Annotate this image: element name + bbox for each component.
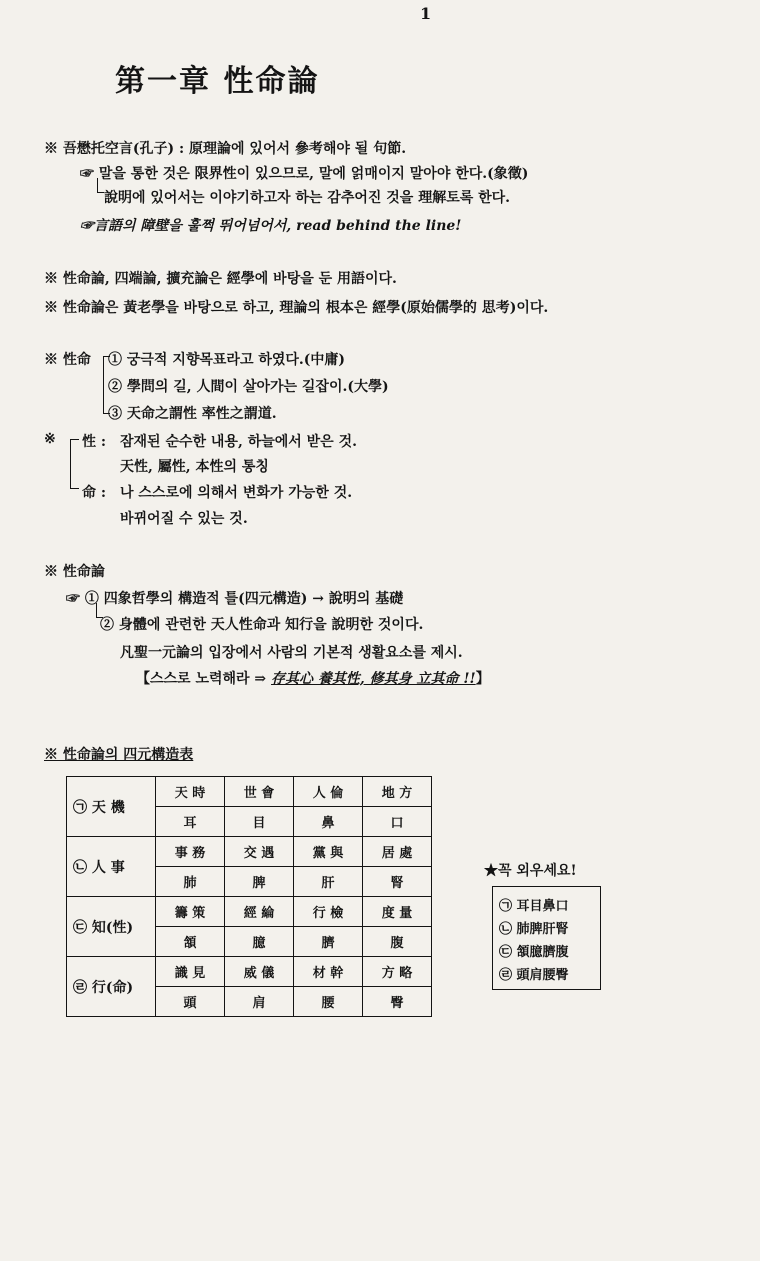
- row-label: ㉢ 知(性): [67, 897, 156, 957]
- motto-prefix: 【스스로 노력해라 ⇒: [136, 671, 272, 687]
- table-cell: 事 務: [156, 837, 225, 867]
- memorize-item: ㉡ 肺脾肝腎: [499, 922, 569, 937]
- table-cell: 口: [363, 807, 432, 837]
- table-cell: 脾: [225, 867, 294, 897]
- section1-heading: ※ 吾懋托空言(孔子) : 原理論에 있어서 參考해야 될 句節.: [44, 141, 407, 157]
- page-number: 1: [420, 4, 432, 23]
- seongmyeong-item-1: ① 궁극적 지향목표라고 하였다.(中庸): [108, 352, 346, 368]
- seongmyeongnon-heading: ※ 性命論: [44, 564, 105, 580]
- myeong-text-1: 나 스스로에 의해서 변화가 가능한 것.: [120, 485, 353, 501]
- section1-point1-line1: ☞ 말을 통한 것은 限界性이 있으므로, 말에 얽매이지 말아야 한다.(象徵): [80, 166, 529, 182]
- row-label: ㉠ 天 機: [67, 777, 156, 837]
- memorize-title: ★꼭 외우세요!: [484, 863, 577, 879]
- table-heading: ※ 性命論의 四元構造表: [44, 747, 194, 763]
- seong-text-2: 天性, 屬性, 本性의 통칭: [120, 459, 269, 475]
- memorize-item: ㉢ 頷臆臍腹: [499, 945, 569, 960]
- table-row: [67, 777, 432, 807]
- table-cell: 經 綸: [225, 897, 294, 927]
- table-cell: 頷: [156, 927, 225, 957]
- table-row: [67, 897, 432, 927]
- motto-underlined: 存其心 養其性, 修其身 立其命 !!: [271, 671, 476, 687]
- table-cell: 天 時: [156, 777, 225, 807]
- table-cell: 方 略: [363, 957, 432, 987]
- table-cell: 行 檢: [294, 897, 363, 927]
- table-cell: 臆: [225, 927, 294, 957]
- table-cell: 籌 策: [156, 897, 225, 927]
- table-cell: 威 儀: [225, 957, 294, 987]
- table-cell: 臀: [363, 987, 432, 1017]
- note2: ※ 性命論은 黃老學을 바탕으로 하고, 理論의 根本은 經學(原始儒學的 思考)이다.: [44, 300, 549, 316]
- seongmyeong-item-2: ② 學問의 길, 人間이 살아가는 길잡이.(大學): [108, 379, 389, 395]
- row-label: ㉡ 人 事: [67, 837, 156, 897]
- bracket-line: [97, 178, 104, 193]
- four-element-table: [66, 776, 432, 1017]
- row-label: ㉣ 行(命): [67, 957, 156, 1017]
- myeong-label: 命 :: [82, 485, 107, 501]
- note1: ※ 性命論, 四端論, 擴充論은 經學에 바탕을 둔 用語이다.: [44, 271, 397, 287]
- seongmyeongnon-item-2: ② 身體에 관련한 天人性命과 知行을 說明한 것이다.: [100, 617, 424, 633]
- table-cell: 度 量: [363, 897, 432, 927]
- table-cell: 黨 與: [294, 837, 363, 867]
- table-cell: 頭: [156, 987, 225, 1017]
- definition-lead: ※: [44, 431, 56, 447]
- memorize-item: ㉣ 頭肩腰臀: [499, 968, 569, 983]
- memorize-box: [492, 886, 601, 990]
- table-cell: 肩: [225, 987, 294, 1017]
- bracket-line: [70, 439, 79, 489]
- seongmyeongnon-item-1: ☞ ① 四象哲學의 構造적 틀(四元構造) → 說明의 基礎: [66, 591, 404, 607]
- seong-text-1: 잠재된 순수한 내용, 하늘에서 받은 것.: [120, 434, 357, 450]
- table-cell: 居 處: [363, 837, 432, 867]
- table-cell: 耳: [156, 807, 225, 837]
- table-cell: 人 倫: [294, 777, 363, 807]
- table-cell: 腎: [363, 867, 432, 897]
- table-cell: 肺: [156, 867, 225, 897]
- chapter-title: 第一章 性命論: [115, 64, 320, 99]
- section1-point1-line2: 說明에 있어서는 이야기하고자 하는 감추어진 것을 理解토록 한다.: [104, 190, 511, 206]
- table-cell: 地 方: [363, 777, 432, 807]
- section1-point2: ☞言語의 障壁을 훌쩍 뛰어넘어서, read behind the line!: [80, 218, 462, 234]
- motto-suffix: 】: [475, 671, 490, 687]
- seongmyeongnon-item-3: 凡聖一元論의 입장에서 사람의 기본적 생활요소를 제시.: [120, 645, 463, 661]
- table-cell: 腰: [294, 987, 363, 1017]
- table-row: [67, 837, 432, 867]
- table-cell: 目: [225, 807, 294, 837]
- table-cell: 肝: [294, 867, 363, 897]
- memorize-item: ㉠ 耳目鼻口: [499, 899, 569, 914]
- table-cell: 腹: [363, 927, 432, 957]
- table-cell: 識 見: [156, 957, 225, 987]
- myeong-text-2: 바뀌어질 수 있는 것.: [120, 511, 248, 527]
- table-row: [67, 957, 432, 987]
- table-cell: 鼻: [294, 807, 363, 837]
- table-cell: 臍: [294, 927, 363, 957]
- motto: [136, 668, 490, 688]
- table-cell: 交 遇: [225, 837, 294, 867]
- seong-label: 性 :: [82, 434, 107, 450]
- seongmyeong-item-3: ③ 天命之謂性 率性之謂道.: [108, 406, 277, 422]
- seongmyeong-lead: ※ 性命: [44, 352, 91, 368]
- table-cell: 世 會: [225, 777, 294, 807]
- table-cell: 材 幹: [294, 957, 363, 987]
